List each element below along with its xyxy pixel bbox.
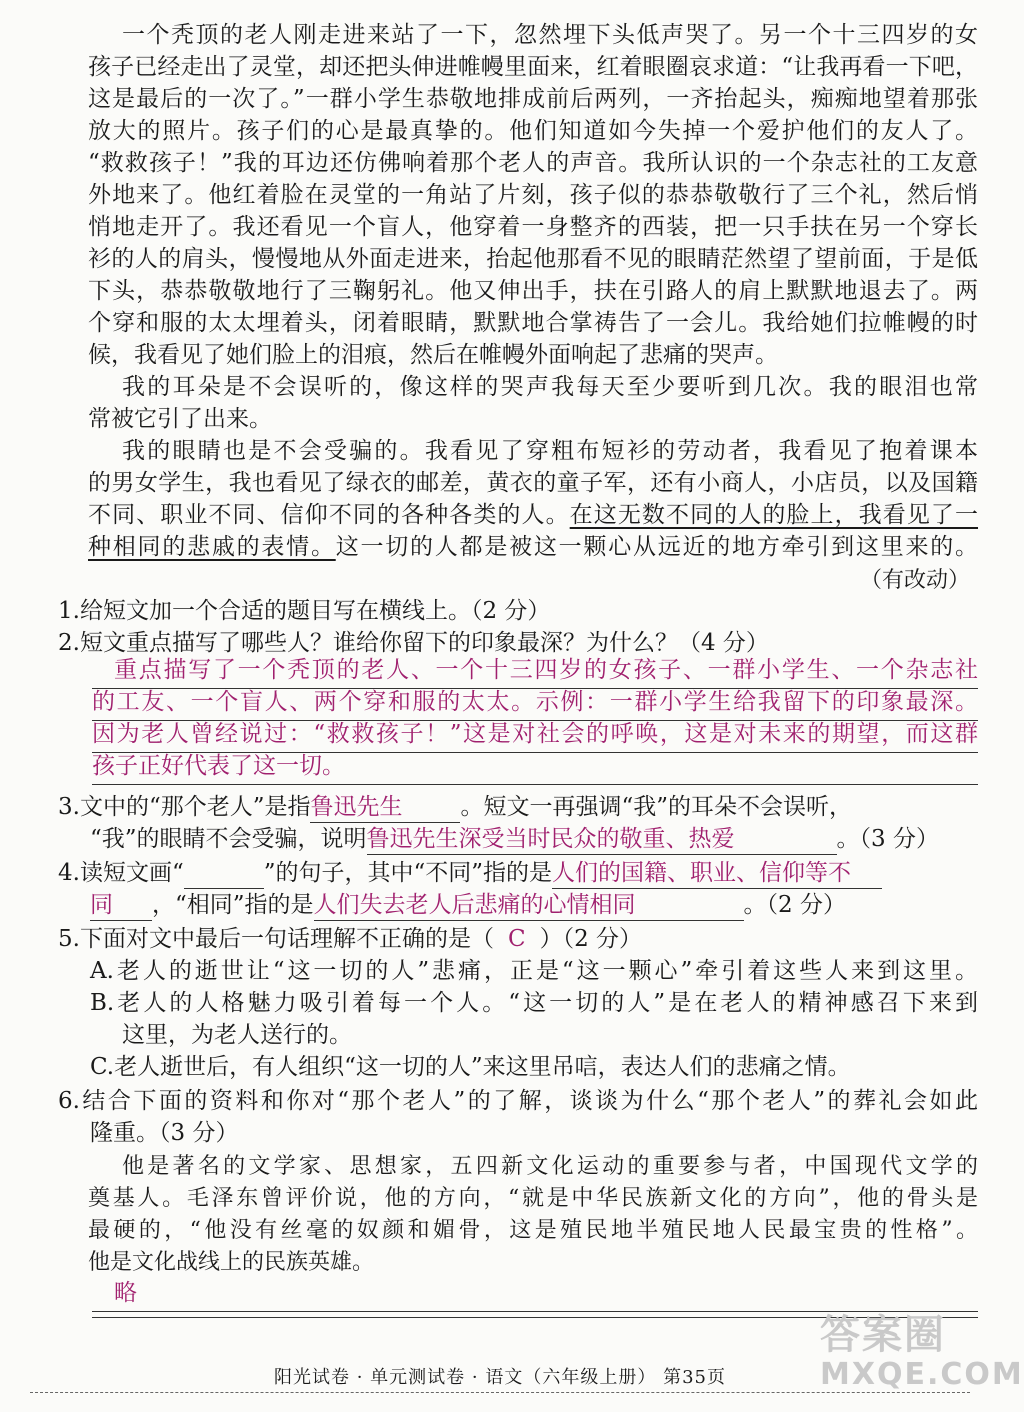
question-6-cont: 隆重。（3 分） bbox=[90, 1120, 239, 1146]
option-b-cont: 这里，为老人送行的。 bbox=[122, 1022, 352, 1048]
question-text: 。短文一再强调“我”的耳朵不会误听， bbox=[460, 794, 852, 820]
passage-line: 我的耳朵是不会误听的，像这样的哭声我每天至少要听到几次。我的眼泪也常 bbox=[122, 374, 978, 400]
passage-line: 个穿和服的太太埋着头，闭着眼睛，默默地合掌祷告了一会儿。我给她们拉帷幔的时 bbox=[88, 310, 978, 336]
answer-line: 略 bbox=[92, 1278, 978, 1312]
question-3 bbox=[58, 792, 978, 823]
question-2: 2.短文重点描写了哪些人？谁给你留下的印象最深？为什么？（4 分） bbox=[58, 630, 769, 656]
footer-text: 阳光试卷 · 单元测试卷 · 语文（六年级上册） 第35页 bbox=[264, 1367, 736, 1388]
watermark-url: MXQE.COM bbox=[820, 1357, 1024, 1392]
question-3-cont bbox=[90, 824, 978, 855]
passage-line: 候，我看见了她们脸上的泪痕，然后在帷幔外面响起了悲痛的哭声。 bbox=[88, 342, 778, 368]
passage-line: 常被它引了出来。 bbox=[88, 406, 272, 432]
answer-choice: C bbox=[507, 926, 526, 952]
answer-blank: 同 bbox=[90, 890, 152, 921]
question-1: 1.给短文加一个合适的题目写在横线上。（2 分） bbox=[58, 598, 551, 624]
passage-line: 的男女学生，我也看见了绿衣的邮差，黄衣的童子军，还有小商人，小店员，以及国籍 bbox=[88, 470, 978, 496]
answer-line: 的工友、一个盲人、两个穿和服的太太。示例：一群小学生给我留下的印象最深。 bbox=[92, 687, 978, 721]
material-line: 奠基人。毛泽东曾评价说，他的方向，“就是中华民族新文化的方向”，他的骨头是 bbox=[88, 1186, 978, 1211]
answer-blank bbox=[184, 858, 264, 889]
passage-line: 孩子已经走出了灵堂，却还把头伸进帷幔里面来，红着眼圈哀求道：“让我再看一下吧， bbox=[88, 54, 978, 80]
passage-line: 外地来了。他红着脸在灵堂的一角站了片刻，孩子似的恭恭敬敬行了三个礼，然后悄 bbox=[88, 182, 978, 208]
passage-line: 悄地走开了。我还看见一个盲人，他穿着一身整齐的西装，把一只手扶在另一个穿长 bbox=[88, 214, 978, 240]
underlined-sentence: 在这无数不同的人的脸上，我看见了一 bbox=[569, 502, 979, 528]
material-line: 他是文化战线上的民族英雄。 bbox=[88, 1250, 375, 1275]
question-text: 3.文中的“那个老人”是指 bbox=[58, 794, 311, 820]
watermark bbox=[820, 1312, 1024, 1404]
answer-line: 重点描写了一个秃顶的老人、一个十三四岁的女孩子、一群小学生、一个杂志社 bbox=[92, 655, 978, 689]
question-4-cont bbox=[90, 890, 978, 921]
question-text: 4.读短文画“ bbox=[58, 860, 184, 886]
material-line: 他是著名的文学家、思想家，五四新文化运动的重要参与者，中国现代文学的 bbox=[122, 1154, 978, 1179]
source-note: （有改动） bbox=[859, 568, 970, 593]
answer-line: 孩子正好代表了这一切。 bbox=[92, 751, 978, 785]
question-text: 。（3 分） bbox=[836, 826, 939, 852]
passage-line: 我的眼睛也是不会受骗的。我看见了穿粗布短衫的劳动者，我看见了抱着课本 bbox=[122, 438, 978, 464]
answer-blank: 鲁迅先生 bbox=[310, 792, 460, 823]
question-text: 5.下面对文中最后一句话理解不正确的是（ bbox=[58, 926, 494, 952]
option-b: B.老人的人格魅力吸引着每一个人。“这一切的人”是在老人的精神感召下来到 bbox=[90, 990, 978, 1016]
answer-line: 因为老人曾经说过：“救救孩子！”这是对社会的呼唤，这是对未来的期望，而这群 bbox=[92, 719, 978, 753]
question-4 bbox=[58, 858, 978, 889]
passage-line: 下头，恭恭敬敬地行了三鞠躬礼。他又伸出手，扶在引路人的肩上默默地退去了。两 bbox=[88, 278, 978, 304]
option-c: C.老人逝世后，有人组织“这一切的人”来这里吊唁，表达人们的悲痛之情。 bbox=[90, 1054, 851, 1080]
question-text: ）（2 分） bbox=[539, 926, 643, 952]
question-6: 6.结合下面的资料和你对“那个老人”的了解，谈谈为什么“那个老人”的葬礼会如此 bbox=[58, 1088, 978, 1114]
passage-line: 衫的人的肩头，慢慢地从外面走进来，抬起他那看不见的眼睛茫然望了望前面，于是低 bbox=[88, 246, 978, 272]
answer-blank: 鲁迅先生深受当时民众的敬重、热爱 bbox=[367, 824, 837, 855]
passage-text: 不同、职业不同、信仰不同的各种各类的人。 bbox=[88, 502, 570, 528]
passage-text: 这一切的人都是被这一颗心从远近的地方牵引到这里来的。 bbox=[335, 534, 979, 560]
passage-line: 放大的照片。孩子们的心是最真挚的。他们知道如今失掉一个爱护他们的友人了。 bbox=[88, 118, 978, 144]
material-line: 最硬的，“他没有丝毫的奴颜和媚骨，这是殖民地半殖民地人民最宝贵的性格”。 bbox=[88, 1218, 978, 1243]
answer-blank: 人们的国籍、职业、信仰等不 bbox=[552, 858, 882, 889]
question-text: “我”的眼睛不会受骗，说明 bbox=[90, 826, 367, 852]
question-text: ”的句子，其中“不同”指的是 bbox=[263, 860, 552, 886]
answer-blank: 人们失去老人后悲痛的心情相同 bbox=[314, 890, 744, 921]
passage-line bbox=[88, 532, 978, 562]
question-5 bbox=[58, 924, 978, 954]
question-text: ，“相同”指的是 bbox=[152, 892, 314, 918]
underlined-sentence: 种相同的悲戚的表情。 bbox=[88, 534, 336, 560]
passage-line: 一个秃顶的老人刚走进来站了一下，忽然埋下头低声哭了。另一个十三四岁的女 bbox=[122, 22, 978, 48]
passage-line bbox=[88, 500, 978, 530]
passage-line: 这是最后的一次了。”一群小学生恭敬地排成前后两列，一齐抬起头，痴痴地望着那张 bbox=[88, 86, 978, 112]
option-a: A.老人的逝世让“这一切的人”悲痛，正是“这一颗心”牵引着这些人来到这里。 bbox=[90, 958, 978, 984]
passage-line: “救救孩子！”我的耳边还仿佛响着那个老人的声音。我所认识的一个杂志社的工友意 bbox=[88, 150, 978, 176]
watermark-logo: 答案圈 bbox=[820, 1312, 946, 1358]
question-text: 。（2 分） bbox=[743, 892, 846, 918]
